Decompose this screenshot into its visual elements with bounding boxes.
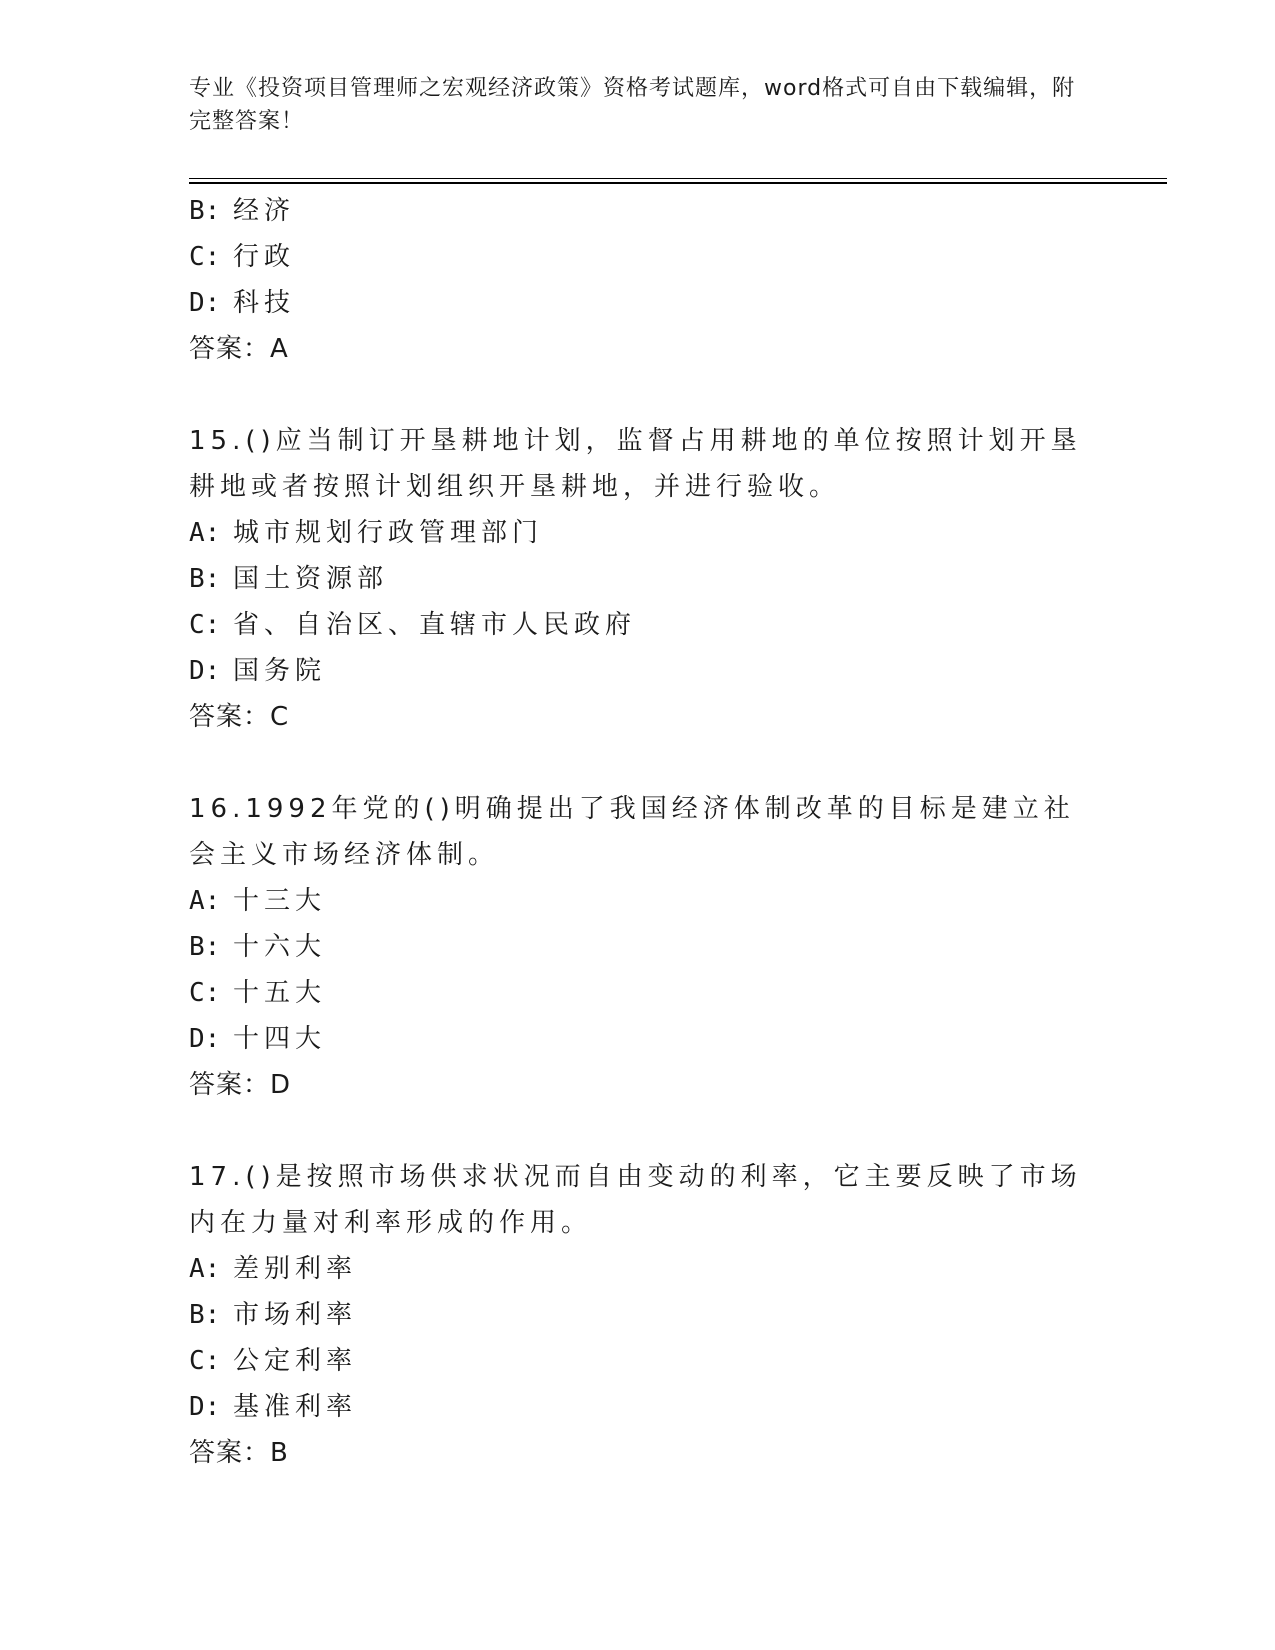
- option-d: D: 基准利率: [189, 1392, 358, 1422]
- option-d: D: 十四大: [189, 1024, 327, 1054]
- question-15: [189, 418, 1089, 740]
- option-c: C: 省、自治区、直辖市人民政府: [189, 610, 637, 640]
- option-d: D: 国务院: [189, 656, 327, 686]
- question-text: 16.1992年党的()明确提出了我国经济体制改革的目标是建立社会主义市场经济体制。: [189, 794, 1075, 870]
- option-a: A: 城市规划行政管理部门: [189, 518, 544, 548]
- option-c: C: 公定利率: [189, 1346, 358, 1376]
- option-c: C: 行政: [189, 242, 296, 272]
- option-b: B: 十六大: [189, 932, 327, 962]
- question-list: [189, 188, 1089, 1476]
- question-prev: [189, 188, 1089, 372]
- question-text: 15.()应当制订开垦耕地计划，监督占用耕地的单位按照计划开垦耕地或者按照计划组织开垦耕地，并进行验收。: [189, 426, 1082, 502]
- question-17: [189, 1154, 1089, 1476]
- page-header: [189, 72, 1089, 138]
- option-b: B: 经济: [189, 196, 296, 226]
- question-text: 17.()是按照市场供求状况而自由变动的利率，它主要反映了市场内在力量对利率形成的作用。: [189, 1162, 1082, 1238]
- answer: 答案：A: [189, 334, 289, 364]
- answer: 答案：B: [189, 1438, 289, 1468]
- option-c: C: 十五大: [189, 978, 327, 1008]
- answer: 答案：D: [189, 1070, 292, 1100]
- answer: 答案：C: [189, 702, 290, 732]
- option-b: B: 市场利率: [189, 1300, 358, 1330]
- option-b: B: 国土资源部: [189, 564, 389, 594]
- question-16: [189, 786, 1089, 1108]
- option-a: A: 十三大: [189, 886, 327, 916]
- header-divider-thick: [189, 182, 1167, 184]
- header-divider-thin: [189, 178, 1167, 179]
- option-a: A: 差别利率: [189, 1254, 358, 1284]
- option-d: D: 科技: [189, 288, 296, 318]
- header-title: 专业《投资项目管理师之宏观经济政策》资格考试题库，word格式可自由下载编辑，附完整答案！: [189, 76, 1076, 134]
